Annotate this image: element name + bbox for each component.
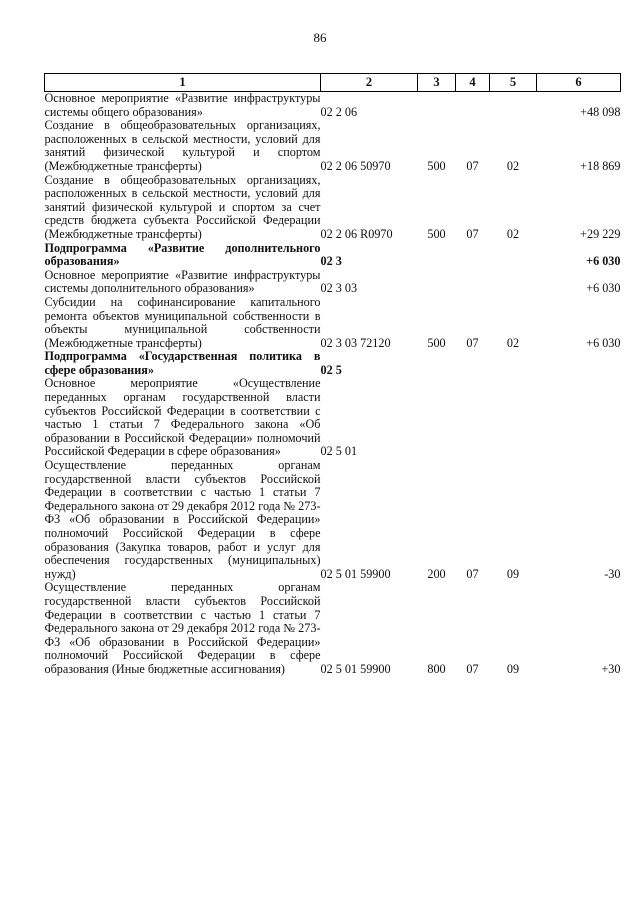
row-subsection: 02: [506, 335, 520, 350]
row-code: 02 5 01: [320, 444, 358, 459]
row-amount: +30: [601, 661, 621, 676]
row-subsection: 09: [506, 566, 520, 581]
row-section: [456, 269, 490, 296]
table-row: [45, 377, 621, 459]
row-expense-type: [418, 269, 456, 296]
table-body: [45, 92, 621, 677]
row-subsection: 02: [506, 226, 520, 241]
row-expense-type: [418, 350, 456, 377]
row-section: 07: [466, 335, 479, 350]
row-subsection: 02: [506, 158, 520, 173]
row-expense-type: 500: [427, 158, 446, 173]
row-subsection: 09: [506, 661, 520, 676]
row-subsection: [490, 242, 537, 269]
header-col-5: 5: [490, 74, 537, 92]
row-description: Подпрограмма «Развитие дополнительного образования»: [44, 240, 321, 269]
row-code: 02 5 01 59900: [320, 566, 391, 581]
row-section: 07: [466, 226, 479, 241]
table-row: [45, 119, 621, 173]
row-code: 02 3 03 72120: [320, 335, 391, 350]
header-row: [45, 74, 621, 92]
table-row: [45, 269, 621, 296]
row-amount: [537, 350, 621, 377]
budget-table: [44, 73, 621, 677]
header-col-4: 4: [456, 74, 490, 92]
table-row: [45, 174, 621, 242]
row-expense-type: 800: [427, 661, 446, 676]
row-section: 07: [466, 566, 479, 581]
row-subsection: [490, 92, 537, 120]
row-amount: +6 030: [586, 281, 621, 296]
row-code: 02 2 06 50970: [320, 158, 391, 173]
row-amount: +6 030: [586, 335, 621, 350]
row-description: Создание в общеобразовательных организациях, расположенных в сельской местности, условий для занятий физической культурой и спортом за счет средств бюджета субъекта Российской Федерации (Межбюджетные трансферты): [44, 172, 321, 241]
row-description: Основное мероприятие «Развитие инфраструктуры системы общего образования»: [44, 91, 321, 119]
row-description: Осуществление переданных органам государственной власти субъектов Российской Федерации в соответствии с частью 1 статьи 7 Федерального закона от 29 декабря 2012 года № 273-ФЗ «Об образовании в Российской Федерации» полномочий Российской Федерации в сфере образования (Иные бюджетные ассигнования): [44, 580, 321, 676]
row-amount: +29 229: [580, 226, 621, 241]
row-subsection: [490, 269, 537, 296]
row-description: Создание в общеобразовательных организациях, расположенных в сельской местности, условий для занятий физической культурой и спортом (Межбюджетные трансферты): [44, 118, 321, 173]
row-expense-type: [418, 242, 456, 269]
row-code: 02 2 06: [320, 104, 358, 119]
row-code: 02 5 01 59900: [320, 661, 391, 676]
row-code: 02 3 03: [320, 281, 358, 296]
row-code: 02 5: [320, 362, 342, 377]
row-section: [456, 242, 490, 269]
row-subsection: [490, 350, 537, 377]
header-col-1: 1: [45, 74, 321, 92]
row-expense-type: [418, 92, 456, 120]
table-row: [45, 350, 621, 377]
table-row: [45, 459, 621, 581]
row-description: Подпрограмма «Государственная политика в сфере образования»: [44, 349, 321, 377]
row-amount: +48 098: [580, 104, 621, 119]
row-section: [456, 92, 490, 120]
row-section: 07: [466, 158, 479, 173]
row-description: Основное мероприятие «Осуществление переданных органам государственной власти субъектов Российской Федерации в соответствии с частью 1 статьи 7 Федерального закона «Об образовании в Российской Федерации» полномочий Российской Федерации в сфере образования»: [44, 376, 321, 459]
header-col-6: 6: [537, 74, 621, 92]
table-row: [45, 296, 621, 350]
row-code: 02 2 06 R0970: [320, 226, 393, 241]
row-amount: +6 030: [586, 254, 621, 269]
table-header: [45, 74, 621, 92]
row-section: [456, 350, 490, 377]
header-col-2: 2: [321, 74, 418, 92]
row-section: [456, 377, 490, 459]
row-amount: -30: [604, 566, 621, 581]
row-expense-type: 500: [427, 226, 446, 241]
row-expense-type: 200: [427, 566, 446, 581]
header-col-3: 3: [418, 74, 456, 92]
row-expense-type: [418, 377, 456, 459]
row-description: Осуществление переданных органам государственной власти субъектов Российской Федерации в соответствии с частью 1 статьи 7 Федерального закона от 29 декабря 2012 года № 273-ФЗ «Об образовании в Российской Федерации» полномочий Российской Федерации в сфере образования (Закупка товаров, работ и услуг для обеспечения государственных (муниципальных) нужд): [44, 458, 321, 581]
row-amount: +18 869: [580, 158, 621, 173]
page-number: 86: [313, 30, 327, 45]
row-amount: [537, 377, 621, 459]
row-section: 07: [466, 661, 479, 676]
row-description: Субсидии на софинансирование капитального ремонта объектов муниципальной собственности в объекты муниципальной собственности (Межбюджетные трансферты): [44, 294, 321, 350]
table-row: [45, 242, 621, 269]
row-description: Основное мероприятие «Развитие инфраструктуры системы дополнительного образования»: [44, 267, 321, 296]
table-row: [45, 581, 621, 676]
row-subsection: [490, 377, 537, 459]
row-expense-type: 500: [427, 335, 446, 350]
table-row: [45, 92, 621, 120]
row-code: 02 3: [320, 254, 342, 269]
